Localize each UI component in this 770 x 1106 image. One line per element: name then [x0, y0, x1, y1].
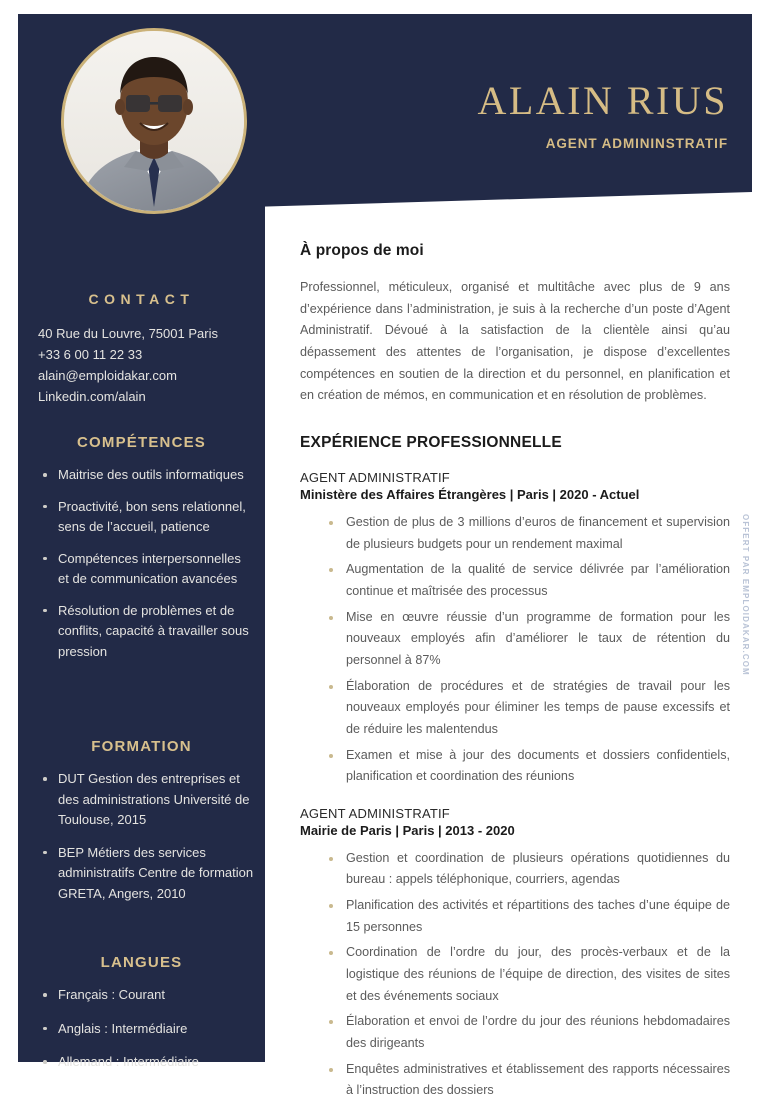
contact-section — [18, 291, 265, 407]
list-item: Enquêtes administratives et établissement des rapports nécessaires à l’instruction des dossiers — [346, 1059, 730, 1102]
job-bullet-list — [300, 512, 730, 788]
contact-email[interactable]: alain@emploidakar.com — [38, 368, 177, 384]
about-section — [300, 242, 730, 407]
list-item: Élaboration et envoi de l’ordre du jour des réunions hebdomadaires des dirigeants — [346, 1011, 730, 1054]
job-title: AGENT ADMINISTRATIF — [300, 469, 450, 485]
experience-item — [300, 470, 730, 788]
contact-linkedin[interactable]: Linkedin.com/alain — [38, 389, 146, 405]
list-item: Compétences interpersonnelles et de communication avancées — [58, 549, 265, 590]
watermark-text: OFFERT PAR EMPLOIDAKAR.COM — [741, 514, 750, 676]
list-item: Résolution de problèmes et de conflits, capacité à travailler sous pression — [58, 601, 265, 663]
list-item: Proactivité, bon sens relationnel, sens de l’accueil, patience — [58, 497, 265, 538]
portrait-illustration — [64, 31, 244, 211]
job-bullet-list — [300, 848, 730, 1102]
education-section — [18, 738, 265, 916]
list-item: DUT Gestion des entreprises et des administrations Université de Toulouse, 2015 — [58, 769, 265, 831]
main-content — [300, 242, 730, 1106]
experience-item — [300, 806, 730, 1102]
contact-phone: +33 6 00 11 22 33 — [38, 347, 143, 363]
skills-heading: COMPÉTENCES — [76, 434, 207, 451]
languages-list — [18, 985, 265, 1073]
list-item: Augmentation de la qualité de service délivrée par l’amélioration continue et maîtrisée des processus — [346, 559, 730, 602]
header-title-block — [477, 80, 728, 151]
list-item: Anglais : Intermédiaire — [58, 1019, 265, 1040]
list-item: Élaboration de procédures et de stratégies de travail pour les nouveaux employés pour éliminer les temps de pause excessifs et de réduire les malentendus — [346, 676, 730, 741]
experience-section — [300, 434, 730, 1102]
page-title: ALAIN RIUS — [477, 78, 728, 123]
contact-lines — [18, 323, 265, 407]
education-list — [18, 769, 265, 904]
list-item: BEP Métiers des services administratifs Centre de formation GRETA, Angers, 2010 — [58, 843, 265, 905]
job-title: AGENT ADMINISTRATIF — [300, 805, 450, 821]
skills-section — [18, 434, 265, 673]
avatar — [61, 28, 247, 214]
languages-section — [18, 954, 265, 1086]
education-heading: FORMATION — [91, 738, 192, 755]
job-subtitle: AGENT ADMININSTRATIF — [545, 136, 728, 151]
avatar-photo — [64, 31, 244, 211]
list-item: Gestion de plus de 3 millions d’euros de financement et supervision de plusieurs budgets pour un rendement maximal — [346, 512, 730, 555]
job-meta: Ministère des Affaires Étrangères | Paris | 2020 - Actuel — [300, 486, 640, 502]
list-item: Coordination de l’ordre du jour, des procès-verbaux et de la logistique des réunions de l’équipe de direction, des visites de sites et des événements sociaux — [346, 942, 730, 1007]
job-meta: Mairie de Paris | Paris | 2013 - 2020 — [300, 822, 515, 838]
about-text: Professionnel, méticuleux, organisé et multitâche avec plus de 9 ans d’expérience dans l’administration, je suis à la recherche d’un poste d’Agent Administratif. Dévoué à la satisfaction de la clientèle ainsi qu’au dépassement des attentes de l’organisation, je dispose d’excellentes compétences en soutien de la direction et du personnel, en planification et en création de mémos, en communication et en résolution de problèmes. — [300, 280, 730, 403]
contact-address: 40 Rue du Louvre, 75001 Paris — [38, 326, 218, 341]
languages-heading: LANGUES — [100, 954, 183, 971]
list-item: Allemand : Intermédiaire — [58, 1052, 265, 1073]
experience-heading: EXPÉRIENCE PROFESSIONNELLE — [300, 433, 562, 451]
about-heading: À propos de moi — [300, 242, 424, 259]
cv-sheet — [18, 14, 752, 1098]
contact-heading: CONTACT — [88, 291, 195, 307]
list-item: Examen et mise à jour des documents et dossiers confidentiels, planification et coordination des réunions — [346, 745, 730, 788]
skills-list — [18, 465, 265, 662]
list-item: Gestion et coordination de plusieurs opérations quotidiennes du bureau : appels téléphonique, courriers, agendas — [346, 848, 730, 891]
list-item: Français : Courant — [58, 985, 265, 1006]
list-item: Planification des activités et répartitions des taches d’une équipe de 15 personnes — [346, 895, 730, 938]
sidebar — [18, 14, 265, 1070]
list-item: Maitrise des outils informatiques — [58, 465, 265, 486]
list-item: Mise en œuvre réussie d’un programme de formation pour les nouveaux employés afin d’améliorer le taux de rétention du personnel à 87% — [346, 607, 730, 672]
